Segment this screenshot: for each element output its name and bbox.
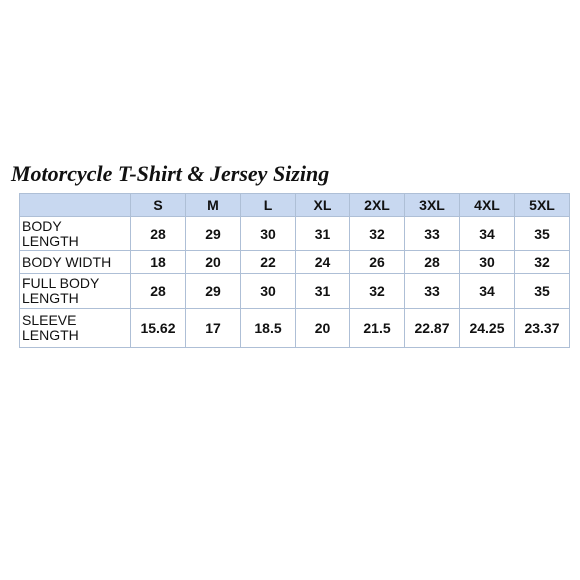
table-cell: 32 [350, 274, 405, 309]
table-cell: 22 [241, 251, 296, 274]
table-row-sleeve-length [20, 309, 570, 348]
header-row [20, 194, 570, 217]
size-header-2xl: 2XL [350, 194, 405, 217]
size-header-m: M [186, 194, 241, 217]
chart-title: Motorcycle T-Shirt & Jersey Sizing [11, 161, 330, 186]
size-header-xl: XL [296, 194, 350, 217]
table-cell: 32 [350, 217, 405, 251]
table-cell: 35 [515, 274, 570, 309]
row-label-line1: BODY WIDTH [22, 253, 112, 270]
table-cell: 23.37 [515, 309, 570, 348]
table-cell: 17 [186, 309, 241, 348]
table-cell: 31 [296, 274, 350, 309]
corner-cell [20, 194, 131, 217]
row-label [20, 217, 131, 251]
table-cell: 28 [131, 274, 186, 309]
size-header-4xl: 4XL [460, 194, 515, 217]
table-cell: 18.5 [241, 309, 296, 348]
table-cell: 28 [131, 217, 186, 251]
table-cell: 21.5 [350, 309, 405, 348]
table-cell: 31 [296, 217, 350, 251]
table-cell: 20 [186, 251, 241, 274]
table-cell: 32 [515, 251, 570, 274]
size-header-5xl: 5XL [515, 194, 570, 217]
size-header-3xl: 3XL [405, 194, 460, 217]
table-cell: 34 [460, 274, 515, 309]
row-label-line2: LENGTH [22, 327, 79, 343]
row-label-line2: LENGTH [22, 290, 79, 306]
table-cell: 24.25 [460, 309, 515, 348]
table-cell: 33 [405, 274, 460, 309]
row-label [20, 251, 131, 274]
table-cell: 33 [405, 217, 460, 251]
table-cell: 29 [186, 217, 241, 251]
table-cell: 29 [186, 274, 241, 309]
row-label [20, 309, 131, 348]
size-header-s: S [131, 194, 186, 217]
table-cell: 26 [350, 251, 405, 274]
table-cell: 24 [296, 251, 350, 274]
size-chart-table [19, 193, 570, 348]
row-label-line2: LENGTH [22, 232, 79, 249]
table-cell: 30 [241, 274, 296, 309]
row-label-line1: SLEEVE [22, 312, 77, 328]
row-label-line1: FULL BODY [22, 275, 100, 291]
table-cell: 18 [131, 251, 186, 274]
table-cell: 20 [296, 309, 350, 348]
table-cell: 22.87 [405, 309, 460, 348]
table-cell: 15.62 [131, 309, 186, 348]
table-cell: 28 [405, 251, 460, 274]
table-cell: 30 [241, 217, 296, 251]
table-cell: 34 [460, 217, 515, 251]
table-row-body-length [20, 217, 570, 251]
row-label [20, 274, 131, 309]
table-cell: 30 [460, 251, 515, 274]
size-header-l: L [241, 194, 296, 217]
table-row-full-body-length [20, 274, 570, 309]
table-cell: 35 [515, 217, 570, 251]
row-label-line1: BODY [22, 217, 62, 234]
table-row-body-width [20, 251, 570, 274]
